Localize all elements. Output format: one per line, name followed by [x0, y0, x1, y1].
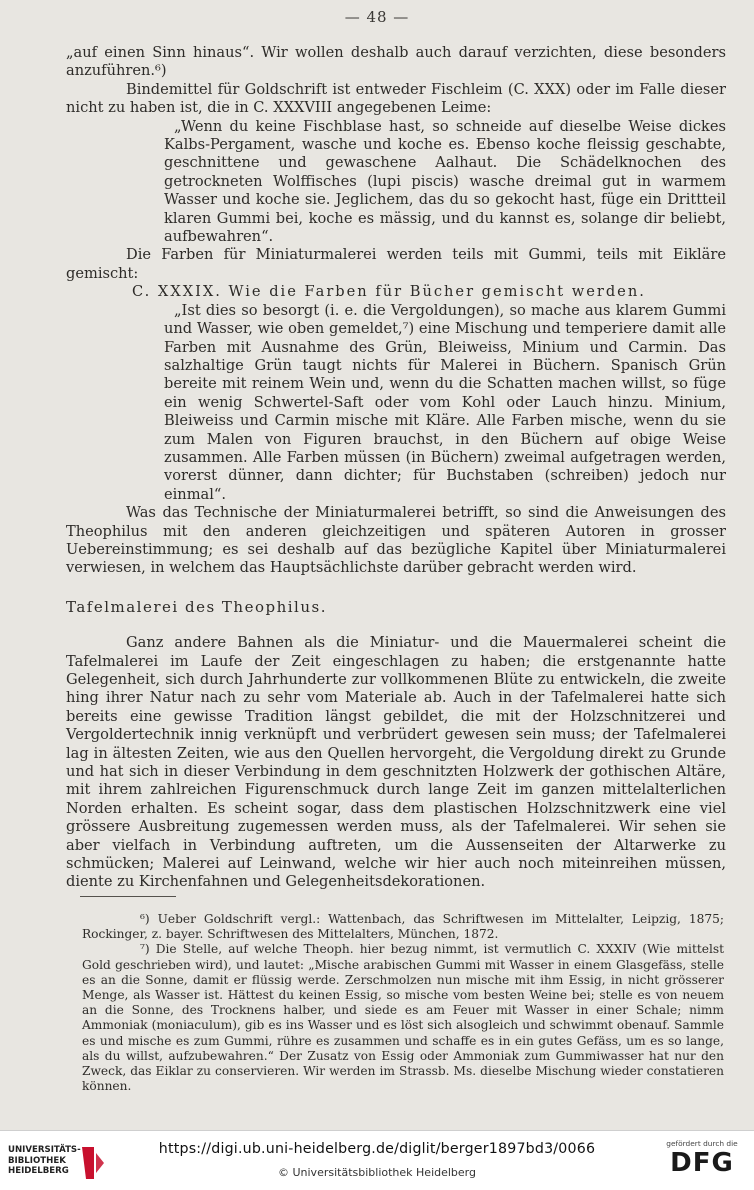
footer-bar — [0, 1130, 754, 1190]
page-number: — 48 — — [344, 8, 410, 26]
footnote: ⁶) Ueber Goldschrift vergl.: Wattenbach, das Schriftwesen im Mittelalter, Leipzig, 1875; Rockinger, z. bayer. Schriftwesen des Mittelalters, München, 1872. — [82, 912, 724, 942]
library-name: UNIVERSITÄTS- BIBLIOTHEK HEIDELBERG — [8, 1145, 81, 1176]
quote-paragraph: „Ist dies so besorgt (i. e. die Vergoldungen), so mache aus klarem Gummi und Wasser, wie oben gemeldet,⁷) eine Mischung und temperiere damit alle Farben mit Ausnahme des Grün, Bleiweiss, Minium und Carmin. Das salzhaltige Grün taugt nichts für Malerei in Büchern. Spanisch Grün bereite mit reinem Wein und, wenn du die Schatten machen willst, so füge ein wenig Schwertel-Saft oder vom Kohl oder Lauch hinzu. Minium, Bleiweiss und Carmin mische mit Kläre. Alle Farben mische, wenn du sie zum Malen von Figuren brauchst, in den Büchern auf obige Weise zusammen. Alle Farben müssen (in Büchern) zweimal aufgetragen werden, vorerst dünner, dann dichter; für Buchstaben (schreiben) jedoch nur einmal“. — [164, 301, 726, 503]
permalink-url[interactable]: https://digi.ub.uni-heidelberg.de/diglit/berger1897bd3/0066 — [158, 1141, 596, 1157]
footnote: ⁷) Die Stelle, auf welche Theoph. hier bezug nimmt, ist vermutlich C. XXXIV (Wie mittelst Gold geschrieben wird), und lautet: „Mische arabischen Gummi mit Wasser in einem Glasgefäss, stelle es an die Sonne, damit er flüssig werde. Zerschmolzen nun mische mit ihm Essig, in nicht grösserer Menge, als Wasser ist. Hättest du keinen Essig, so mische vom besten Weine bei; stelle es von neuem an die Sonne, des Trocknens halber, und siede es am Feuer mit Wasser in einer Schale; nimm Ammoniak (moniaculum), gib es ins Wasser und es löst sich alsogleich und schwimmt obenauf. Sammle es und mische es zum Gummi, rühre es zusammen und schaffe es in ein gutes Gefäss, um es so lange, als du willst, aufzubewahren.“ Der Zusatz von Essig oder Ammoniak zum Gummiwasser hat nur den Zweck, das Eiklar zu conservieren. Wir werden im Strassb. Ms. dieselbe Mischung wieder constatieren können. — [82, 942, 724, 1094]
paragraph: Ganz andere Bahnen als die Miniatur- und die Mauermalerei scheint die Tafelmalerei im Laufe der Zeit eingeschlagen zu haben; die erstgenannte hatte Gelegenheit, sich durch Jahrhunderte zur vollkommenen Blüte zu entwickeln, die zweite hing ihrer Natur nach zu sehr vom Materiale ab. Auch in der Tafelmalerei hatte sich bereits eine gewisse Tradition längst gebildet, die mit der Holzschnitzerei und Vergoldertechnik innig verknüpft und verbrüdert gewesen sein muss; der Tafelmalerei lag in ältesten Zeiten, wie aus den Quellen hervorgeht, die Vergoldung direkt zu Grunde und hat sich in dieser Verbindung in dem geschnitzten Holzwerk der gothischen Altäre, mit ihrem zahlreichen Figurenschmuck durch lange Zeit im ganzen mittelalterlichen Norden erhalten. Es scheint sogar, dass dem plastischen Holzschnitzwerk eine viel grössere Ausbreitung zugemessen werden muss, als der Tafelmalerei. Wir sehen sie aber vielfach in Verbindung auftreten, um die Aussenseiten der Altarwerke zu schmücken; Malerei auf Leinwand, welche wir hier auch noch miteinreihen müssen, diente zu Kirchenfahnen und Gelegenheitsdekorationen. — [66, 634, 726, 891]
paragraph: Bindemittel für Goldschrift ist entweder Fischleim (C. XXX) oder im Falle dieser nicht zu haben ist, die in C. XXXVIII angegebenen Leime: — [66, 80, 726, 117]
quote-paragraph: „Wenn du keine Fischblase hast, so schneide auf dieselbe Weise dickes Kalbs-Pergament, wasche und koche es. Ebenso koche fleissig geschabte, geschnittene und gewaschene Aalhaut. Die Schädelknochen des getrockneten Wolffisches (lupi piscis) wasche dreimal gut in warmem Wasser und koche sie. Jeglichem, das du so gekocht hast, füge ein Drittteil klaren Gummi bei, koche es mässig, und du kannst es, solange dir beliebt, aufbewahren“. — [164, 117, 726, 246]
copyright-notice: © Universitätsbibliothek Heidelberg — [277, 1166, 476, 1179]
footnotes — [82, 912, 724, 1094]
dfg-logo: DFG — [670, 1148, 734, 1178]
sponsor-label: gefördert durch die — [666, 1139, 738, 1148]
body-text — [66, 44, 726, 892]
section-heading: Tafelmalerei des Theophilus. — [66, 597, 327, 616]
paragraph: Die Farben für Miniaturmalerei werden teils mit Gummi, teils mit Eikläre gemischt: — [66, 246, 726, 282]
chapter-reference: C. XXXIX. Wie die Farben für Bücher gemischt werden. — [132, 283, 646, 301]
sponsor-block[interactable] — [662, 1139, 742, 1178]
paragraph: Was das Technische der Miniaturmalerei betrifft, so sind die Anweisungen des Theophilus mit den anderen gleichzeitigen und späteren Autoren in grosser Uebereinstimmung; es sei deshalb auf das bezügliche Kapitel über Miniaturmalerei verwiesen, in welchem das Hauptsächlichste darüber gebracht werden wird. — [66, 504, 726, 577]
paragraph: „auf einen Sinn hinaus“. Wir wollen deshalb auch darauf verzichten, diese besonders anzuführen.⁶) — [66, 44, 726, 80]
footnote-divider — [80, 896, 176, 897]
